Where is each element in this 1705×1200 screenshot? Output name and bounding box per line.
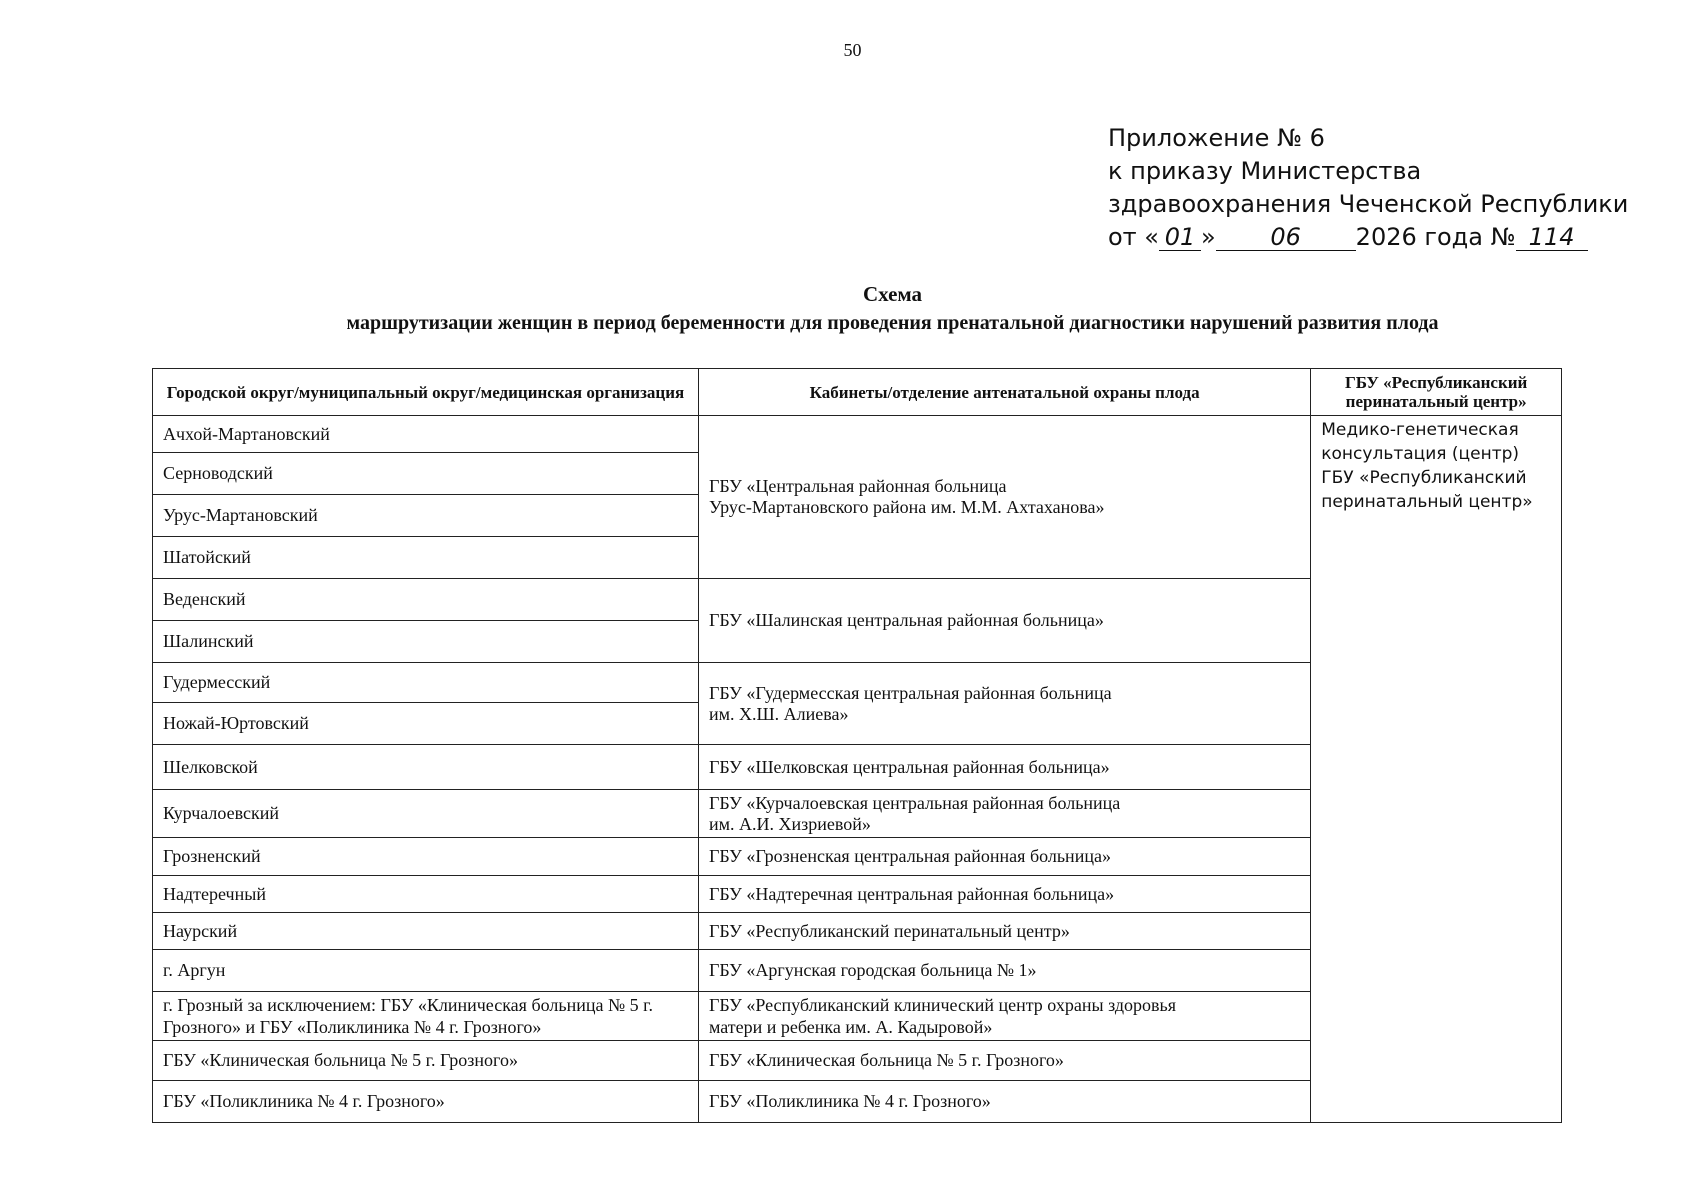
header-office: Кабинеты/отделение антенатальной охраны плода [698,369,1310,416]
office-cell: ГБУ «Надтеречная центральная районная больница» [698,876,1310,913]
appendix-line-1: Приложение № 6 [1108,124,1325,152]
area-cell: Шатойский [153,537,699,579]
office-cell: ГБУ «Курчалоевская центральная районная больница им. А.И. Хизриевой» [698,790,1310,838]
area-cell: Курчалоевский [153,790,699,838]
header-row [153,369,1562,416]
area-cell: Наурский [153,913,699,950]
scheme-subtitle: маршрутизации женщин в период беременности для проведения пренатальной диагностики нарушений развития плода [346,312,1439,334]
office-cell: ГБУ «Центральная районная больница Урус-Мартановского района им. М.М. Ахтаханова» [698,416,1310,579]
office-cell: ГБУ «Республиканский перинатальный центр» [698,913,1310,950]
area-cell: Шалинский [153,621,699,663]
header-area: Городской округ/муниципальный округ/медицинская организация [153,369,699,416]
office-cell: ГБУ «Шалинская центральная районная больница» [698,579,1310,663]
area-cell: Гудермесский [153,663,699,703]
area-cell: ГБУ «Клиническая больница № 5 г. Грозного» [153,1041,699,1081]
area-cell: Веденский [153,579,699,621]
header-center: ГБУ «Республиканский перинатальный центр» [1311,369,1562,416]
area-cell: Урус-Мартановский [153,495,699,537]
handwritten-month: 06 [1216,224,1356,251]
office-cell: ГБУ «Поликлиника № 4 г. Грозного» [698,1081,1310,1123]
office-cell: ГБУ «Аргунская городская больница № 1» [698,950,1310,992]
office-cell: ГБУ «Клиническая больница № 5 г. Грозного» [698,1041,1310,1081]
office-cell: ГБУ «Республиканский клинический центр охраны здоровья матери и ребенка им. А. Кадыровой» [698,992,1310,1041]
date-mid: » [1200,223,1216,251]
office-cell: ГБУ «Шелковская центральная районная больница» [698,745,1310,790]
appendix-line-3: здравоохранения Чеченской Республики [1108,190,1629,218]
appendix-date-line [1108,221,1628,254]
area-cell: Ачхой-Мартановский [153,416,699,453]
table-row [153,416,1562,453]
page-number: 50 [843,40,862,60]
area-cell: ГБУ «Поликлиника № 4 г. Грозного» [153,1081,699,1123]
center-cell: Медико-генетическая консультация (центр) ГБУ «Республиканский перинатальный центр» [1311,416,1562,1123]
routing-table [152,368,1562,1123]
area-cell: г. Грозный за исключением: ГБУ «Клиническая больница № 5 г. Грозного» и ГБУ «Поликлиника № 4 г. Грозного» [153,992,699,1041]
area-cell: Серноводский [153,453,699,495]
date-prefix: от « [1108,223,1159,251]
area-cell: Ножай-Юртовский [153,703,699,745]
area-cell: г. Аргун [153,950,699,992]
scheme-title: Схема [862,282,923,306]
handwritten-order-number: 114 [1516,224,1588,251]
year-text: 2026 года № [1355,223,1516,251]
area-cell: Надтеречный [153,876,699,913]
office-cell: ГБУ «Грозненская центральная районная больница» [698,838,1310,876]
appendix-block [1108,122,1628,254]
office-cell: ГБУ «Гудермесская центральная районная больница им. Х.Ш. Алиева» [698,663,1310,745]
area-cell: Грозненский [153,838,699,876]
area-cell: Шелковской [153,745,699,790]
handwritten-day: 01 [1159,224,1201,251]
appendix-line-2: к приказу Министерства [1108,157,1422,185]
